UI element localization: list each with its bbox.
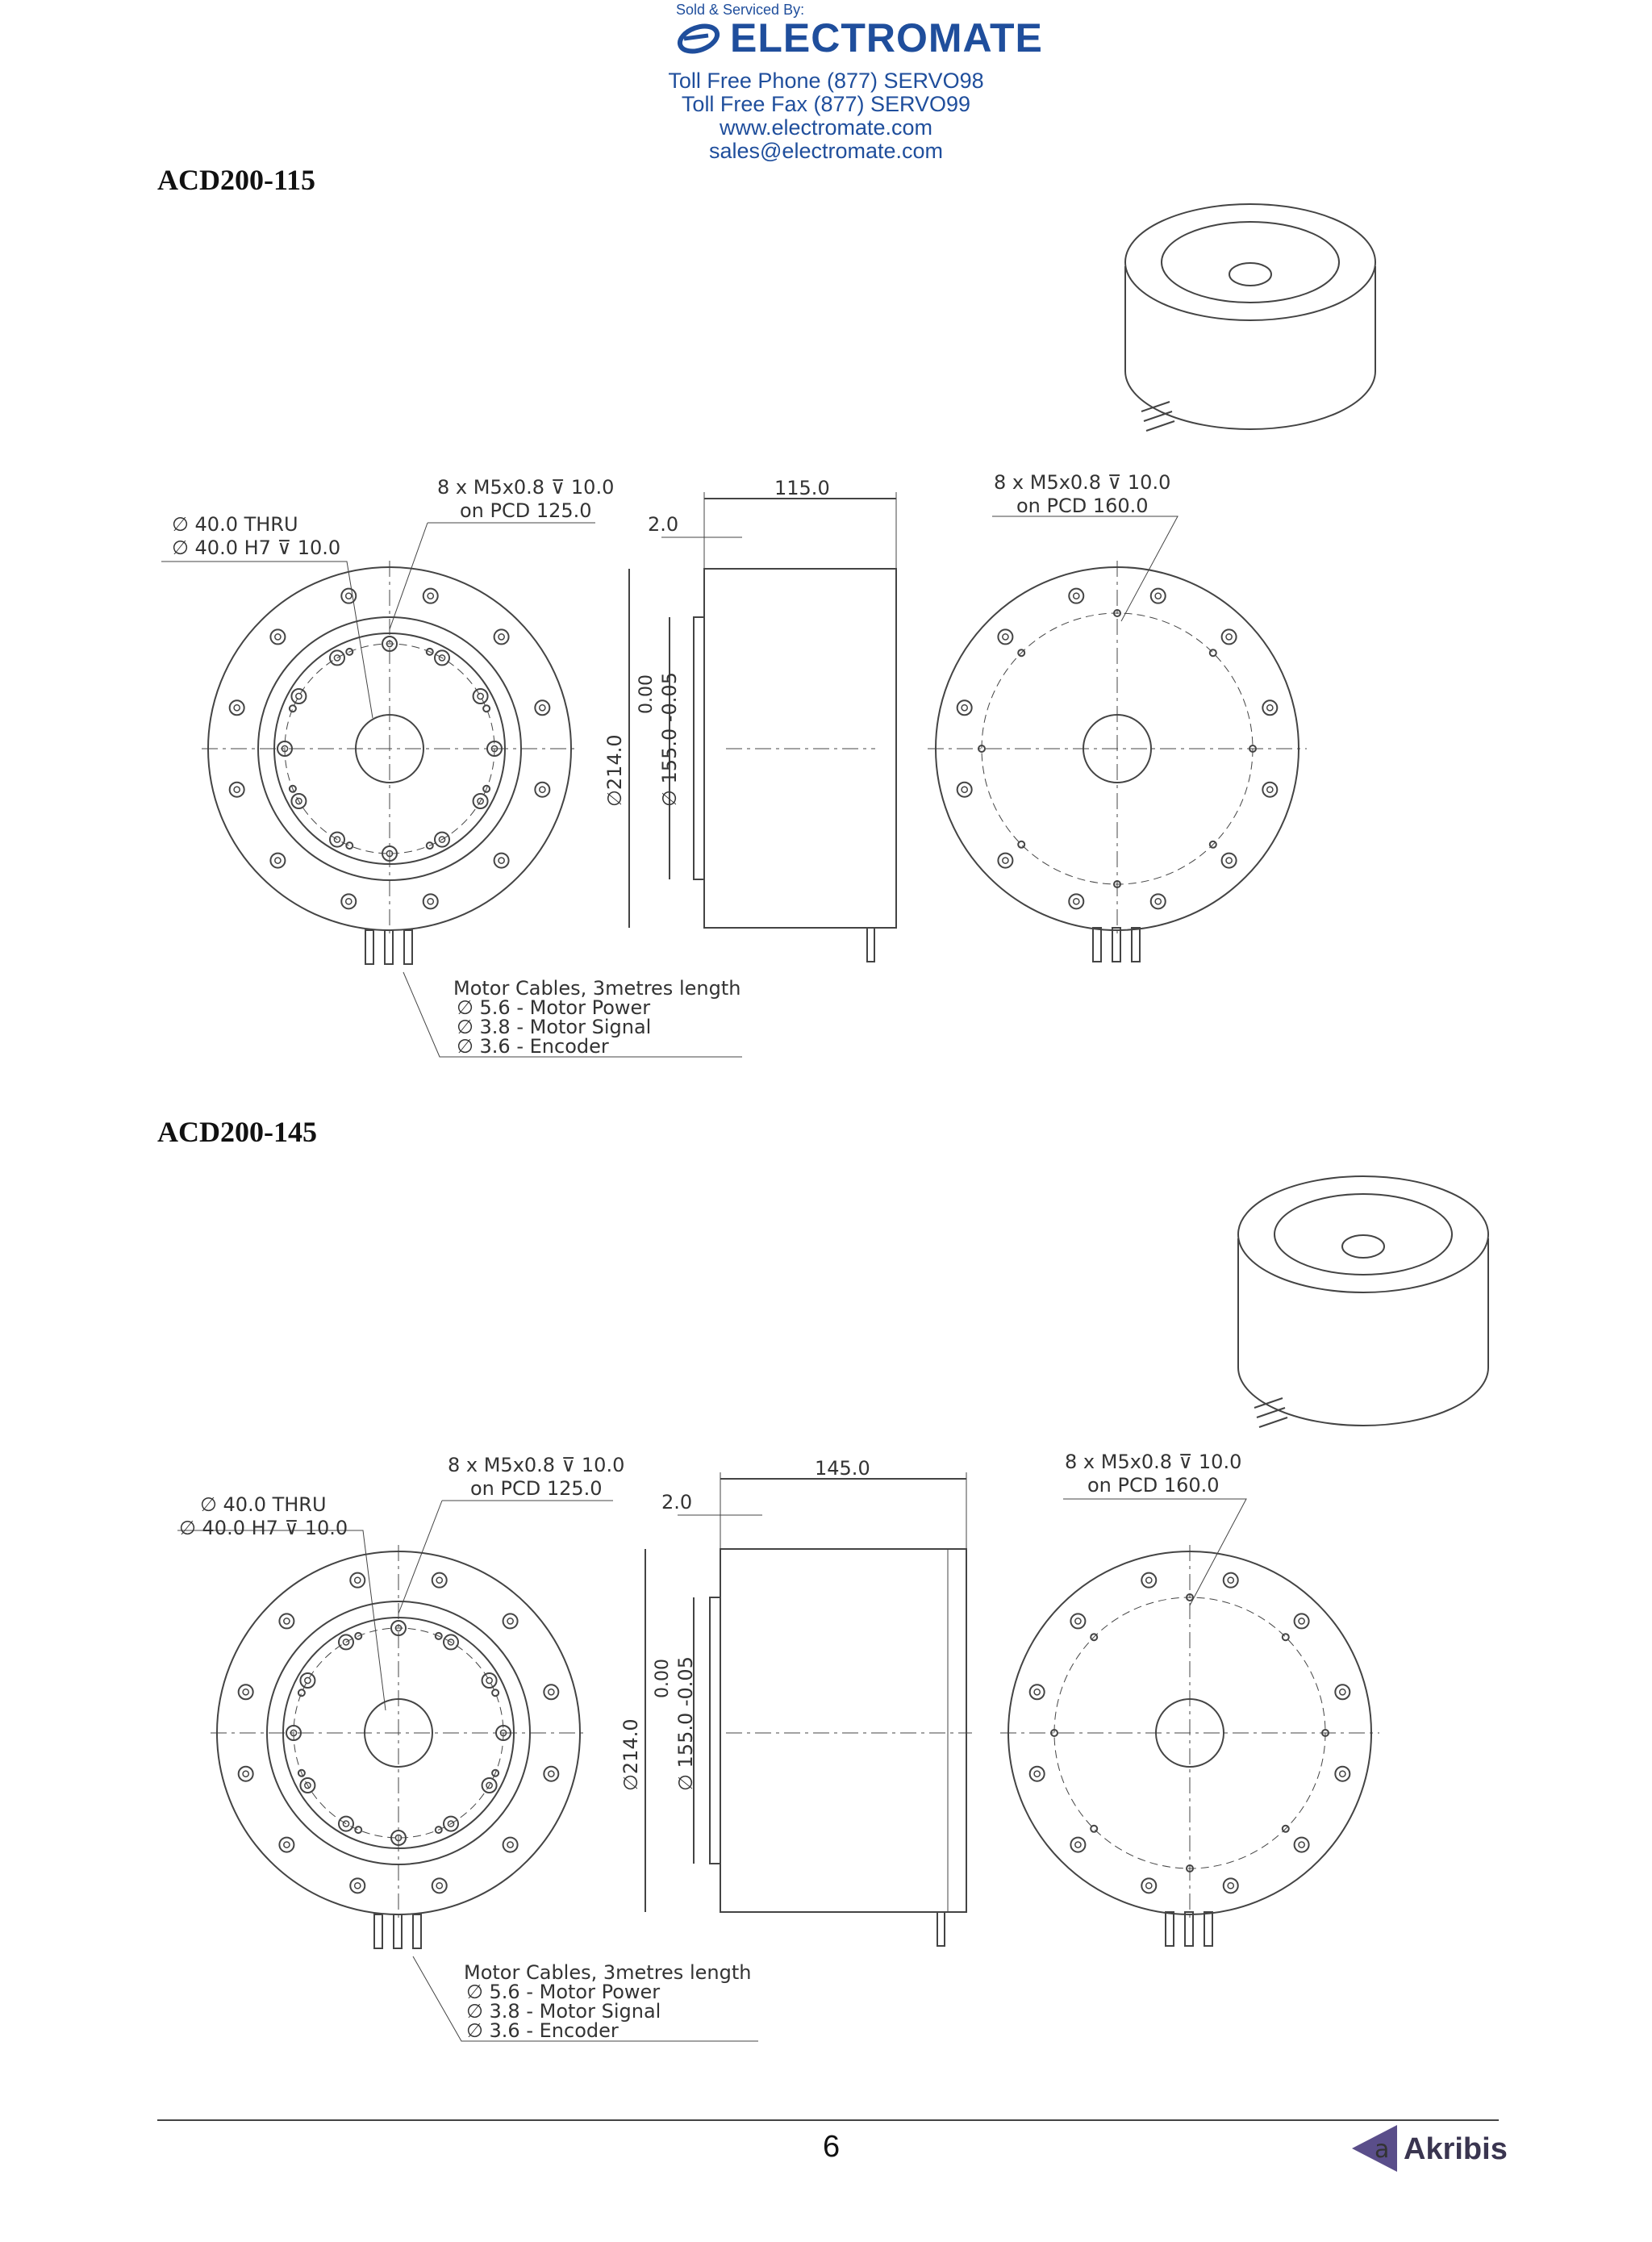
drawing-acd200-115 bbox=[0, 194, 1652, 1073]
bolt-hole-inner bbox=[1075, 1842, 1081, 1847]
bolt-hole-inner bbox=[549, 1689, 554, 1695]
bolt-hole bbox=[1141, 1878, 1156, 1893]
bolt-hole bbox=[432, 1573, 447, 1588]
bolt-hole bbox=[1295, 1838, 1309, 1852]
bolt-hole bbox=[279, 1838, 294, 1852]
side-step-label: 2.0 bbox=[648, 513, 679, 536]
bolt-hole-inner bbox=[243, 1689, 248, 1695]
bolt-hole-inner bbox=[1155, 899, 1161, 904]
akribis-logo-icon bbox=[1349, 2122, 1402, 2175]
bolt-hole bbox=[1030, 1767, 1045, 1781]
isometric-view bbox=[1238, 1176, 1488, 1427]
front-h7-label: ∅ 40.0 H7 ⊽ 10.0 bbox=[172, 536, 341, 559]
bolt-hole bbox=[1335, 1767, 1350, 1781]
bolt-hole bbox=[341, 589, 356, 603]
bolt-hole-inner bbox=[486, 1677, 492, 1683]
bolt-hole bbox=[1069, 894, 1083, 908]
bolt-hole-inner bbox=[1074, 899, 1079, 904]
back-holes-label: 8 x M5x0.8 ⊽ 10.0 bbox=[994, 471, 1171, 494]
bolt-hole-inner bbox=[1155, 593, 1161, 599]
bolt-hole bbox=[230, 700, 244, 715]
bolt-hole-inner bbox=[428, 593, 433, 599]
bolt-hole-inner bbox=[1267, 787, 1273, 792]
bolt-hole-inner bbox=[305, 1677, 311, 1683]
bolt-hole bbox=[1283, 1634, 1289, 1640]
drawing-acd200-145 bbox=[0, 1154, 1652, 2057]
bolt-hole-inner bbox=[1228, 1883, 1233, 1889]
akribis-wordmark: Akribis bbox=[1404, 2132, 1508, 2166]
bolt-hole bbox=[239, 1767, 253, 1781]
bolt-hole bbox=[1224, 1878, 1238, 1893]
distributor-header bbox=[0, 0, 1652, 169]
back-view bbox=[928, 561, 1307, 962]
bolt-hole bbox=[341, 894, 356, 908]
bolt-hole-inner bbox=[284, 1618, 290, 1624]
bolt-hole bbox=[1151, 589, 1166, 603]
bolt-hole bbox=[1151, 894, 1166, 908]
cables-title: Motor Cables, 3metres length bbox=[464, 1961, 752, 1984]
electromate-logo-icon bbox=[676, 21, 724, 56]
bolt-hole-inner bbox=[243, 1771, 248, 1776]
cable-power: ∅ 5.6 - Motor Power bbox=[466, 1981, 661, 2003]
bolt-hole-inner bbox=[962, 705, 967, 711]
bolt-hole-inner bbox=[499, 858, 504, 863]
bolt-hole-inner bbox=[540, 787, 545, 792]
bolt-hole bbox=[1070, 1614, 1085, 1628]
bolt-hole bbox=[1295, 1614, 1309, 1628]
bolt-hole bbox=[230, 783, 244, 797]
side-outer-dia-label: ∅214.0 bbox=[603, 734, 626, 807]
web-line: www.electromate.com bbox=[719, 115, 933, 140]
bolt-hole-inner bbox=[1075, 1618, 1081, 1624]
bolt-hole bbox=[1030, 1685, 1045, 1699]
bolt-hole-inner bbox=[234, 705, 240, 711]
bolt-hole bbox=[432, 1878, 447, 1893]
bolt-hole bbox=[290, 705, 296, 712]
bolt-hole bbox=[494, 854, 509, 868]
bolt-hole bbox=[544, 1767, 558, 1781]
bolt-hole-inner bbox=[507, 1618, 513, 1624]
bolt-hole-inner bbox=[346, 899, 352, 904]
cable-power: ∅ 5.6 - Motor Power bbox=[457, 996, 651, 1019]
bolt-hole bbox=[1070, 1838, 1085, 1852]
bolt-hole bbox=[270, 629, 285, 644]
bolt-hole bbox=[483, 705, 490, 712]
bolt-hole-inner bbox=[1299, 1842, 1304, 1847]
bolt-hole bbox=[355, 1827, 361, 1833]
back-pcd-label: on PCD 160.0 bbox=[1016, 495, 1149, 517]
bolt-hole-inner bbox=[1034, 1689, 1040, 1695]
bolt-hole-inner bbox=[275, 634, 281, 640]
bolt-hole-inner bbox=[1299, 1618, 1304, 1624]
bolt-hole bbox=[1262, 783, 1277, 797]
bolt-hole-inner bbox=[1340, 1689, 1345, 1695]
bolt-hole bbox=[494, 629, 509, 644]
bolt-hole-inner bbox=[1340, 1771, 1345, 1776]
bolt-hole bbox=[350, 1573, 365, 1588]
sold-by-label: Sold & Serviced By: bbox=[676, 2, 805, 18]
front-h7-label: ∅ 40.0 H7 ⊽ 10.0 bbox=[179, 1517, 348, 1539]
bolt-hole-inner bbox=[549, 1771, 554, 1776]
bolt-hole bbox=[1262, 700, 1277, 715]
bolt-hole-inner bbox=[1267, 705, 1273, 711]
bolt-hole-inner bbox=[284, 1842, 290, 1847]
cable-signal: ∅ 3.8 - Motor Signal bbox=[457, 1016, 652, 1038]
bolt-hole bbox=[998, 854, 1012, 868]
email-line: sales@electromate.com bbox=[708, 139, 943, 163]
bolt-hole-inner bbox=[540, 705, 545, 711]
akribis-logo-letter: a bbox=[1375, 2136, 1390, 2164]
bolt-hole-inner bbox=[1228, 1577, 1233, 1583]
side-length-label: 145.0 bbox=[815, 1457, 870, 1480]
bolt-hole bbox=[1018, 841, 1024, 848]
bolt-hole bbox=[423, 894, 438, 908]
front-pcd-label: on PCD 125.0 bbox=[460, 499, 592, 522]
fax-line: Toll Free Fax (877) SERVO99 bbox=[681, 92, 971, 116]
bolt-hole-inner bbox=[436, 1883, 442, 1889]
bolt-hole bbox=[1222, 854, 1237, 868]
front-holes-label: 8 x M5x0.8 ⊽ 10.0 bbox=[448, 1454, 625, 1476]
bolt-hole-inner bbox=[428, 899, 433, 904]
bolt-hole-inner bbox=[355, 1577, 361, 1583]
side-inner-dia-label: ∅ 155.0 -0.05 bbox=[674, 1656, 697, 1791]
bolt-hole bbox=[544, 1685, 558, 1699]
bolt-hole bbox=[300, 1673, 315, 1688]
bolt-hole-inner bbox=[1146, 1577, 1152, 1583]
section-title-145: ACD200-145 bbox=[157, 1116, 317, 1148]
front-pcd-label: on PCD 125.0 bbox=[470, 1477, 603, 1500]
footer-divider bbox=[157, 2119, 1499, 2121]
bolt-hole bbox=[957, 700, 972, 715]
bolt-hole-inner bbox=[1226, 634, 1232, 640]
bolt-hole bbox=[1141, 1573, 1156, 1588]
bolt-hole-inner bbox=[1003, 634, 1008, 640]
bolt-hole-inner bbox=[296, 693, 302, 699]
cable-signal: ∅ 3.8 - Motor Signal bbox=[466, 2000, 661, 2023]
bolt-hole bbox=[270, 854, 285, 868]
bolt-hole-inner bbox=[962, 787, 967, 792]
cables-title: Motor Cables, 3metres length bbox=[453, 977, 741, 1000]
bolt-hole bbox=[1335, 1685, 1350, 1699]
bolt-hole bbox=[482, 1673, 497, 1688]
bolt-hole-inner bbox=[355, 1883, 361, 1889]
front-view bbox=[202, 561, 578, 964]
bolt-hole bbox=[1210, 649, 1216, 656]
bolt-hole-inner bbox=[478, 693, 483, 699]
bolt-hole bbox=[503, 1838, 518, 1852]
bolt-hole bbox=[1224, 1573, 1238, 1588]
cable-encoder: ∅ 3.6 - Encoder bbox=[466, 2019, 619, 2042]
bolt-hole bbox=[1091, 1826, 1097, 1832]
front-holes-label: 8 x M5x0.8 ⊽ 10.0 bbox=[437, 476, 615, 499]
bolt-hole bbox=[279, 1614, 294, 1628]
bolt-hole bbox=[473, 689, 488, 703]
section-title-115: ACD200-115 bbox=[157, 164, 315, 196]
bolt-hole-inner bbox=[1146, 1883, 1152, 1889]
bolt-hole bbox=[492, 1689, 499, 1696]
bolt-hole bbox=[350, 1878, 365, 1893]
bolt-hole bbox=[535, 783, 549, 797]
back-pcd-label: on PCD 160.0 bbox=[1087, 1474, 1220, 1497]
side-step-label: 2.0 bbox=[661, 1491, 693, 1513]
bolt-hole bbox=[1222, 629, 1237, 644]
side-tolerance-label: 0.00 bbox=[653, 1659, 673, 1698]
front-thru-label: ∅ 40.0 THRU bbox=[172, 513, 298, 536]
bolt-hole bbox=[998, 629, 1012, 644]
bolt-hole-inner bbox=[499, 634, 504, 640]
side-tolerance-label: 0.00 bbox=[636, 674, 657, 714]
side-inner-dia-label: ∅ 155.0 -0.05 bbox=[658, 672, 681, 807]
isometric-view bbox=[1125, 204, 1375, 431]
bolt-hole-inner bbox=[1226, 858, 1232, 863]
bolt-hole bbox=[239, 1685, 253, 1699]
bolt-hole bbox=[423, 589, 438, 603]
page-number: 6 bbox=[823, 2130, 841, 2164]
bolt-hole-inner bbox=[234, 787, 240, 792]
bolt-hole-inner bbox=[1034, 1771, 1040, 1776]
bolt-hole-inner bbox=[346, 593, 352, 599]
bolt-hole bbox=[535, 700, 549, 715]
bolt-hole bbox=[346, 842, 353, 849]
bolt-hole bbox=[957, 783, 972, 797]
side-outer-dia-label: ∅214.0 bbox=[620, 1718, 642, 1791]
bolt-hole-inner bbox=[1074, 593, 1079, 599]
front-view bbox=[211, 1545, 586, 1948]
side-length-label: 115.0 bbox=[774, 477, 830, 499]
bolt-hole-inner bbox=[436, 1577, 442, 1583]
phone-line: Toll Free Phone (877) SERVO98 bbox=[668, 69, 984, 93]
bolt-hole-inner bbox=[507, 1842, 513, 1847]
brand-name: ELECTROMATE bbox=[730, 15, 1043, 61]
bolt-hole bbox=[298, 1689, 305, 1696]
bolt-hole bbox=[1069, 589, 1083, 603]
bolt-hole bbox=[291, 689, 306, 703]
front-thru-label: ∅ 40.0 THRU bbox=[200, 1493, 327, 1516]
back-holes-label: 8 x M5x0.8 ⊽ 10.0 bbox=[1065, 1451, 1242, 1473]
bolt-hole bbox=[503, 1614, 518, 1628]
bolt-hole-inner bbox=[275, 858, 281, 863]
bolt-hole-inner bbox=[1003, 858, 1008, 863]
cable-encoder: ∅ 3.6 - Encoder bbox=[457, 1035, 609, 1058]
